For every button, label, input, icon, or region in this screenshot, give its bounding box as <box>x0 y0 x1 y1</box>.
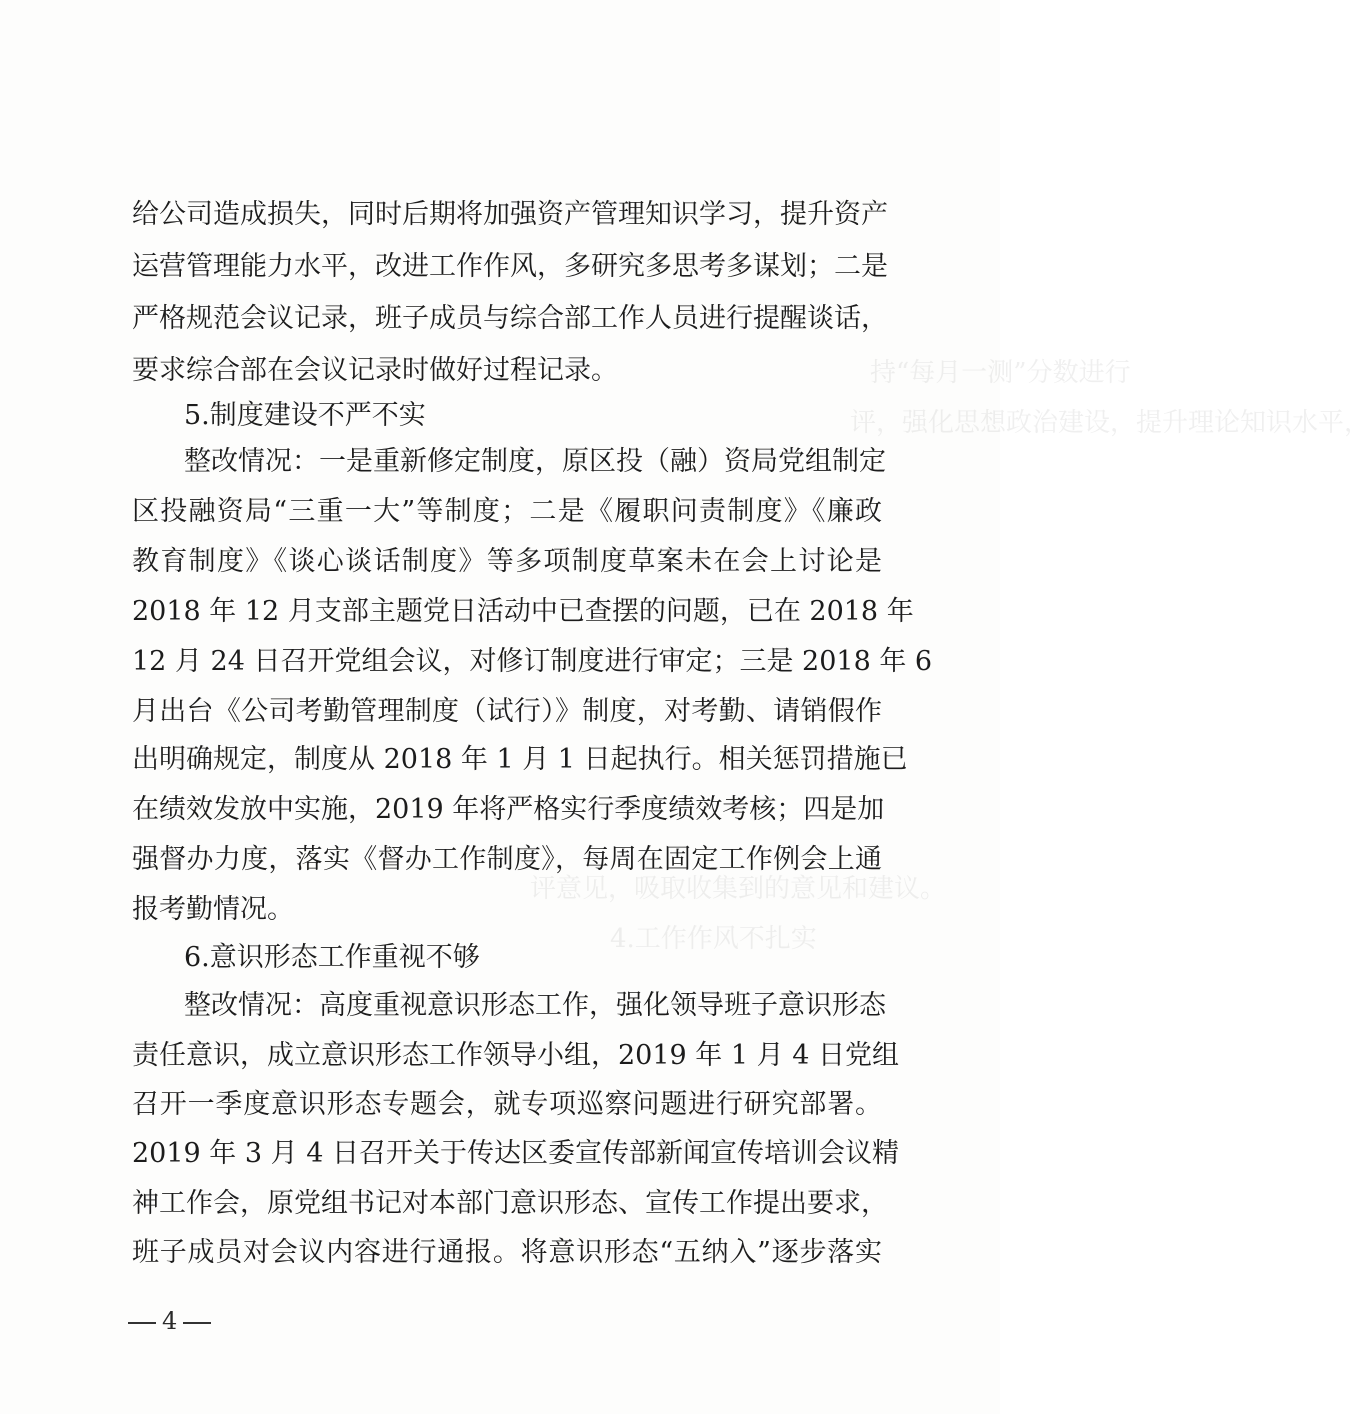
body-text-line: 要求综合部在会议记录时做好过程记录。 <box>132 355 618 386</box>
page-number-value: 4 <box>162 1307 178 1335</box>
body-text-line: 在绩效发放中实施，2019 年将严格实行季度绩效考核；四是加 <box>132 794 885 825</box>
body-text-line: 召开一季度意识形态专题会，就专项巡察问题进行研究部署。 <box>132 1089 882 1120</box>
body-text-line: 教育制度》《谈心谈话制度》等多项制度草案未在会上讨论是 <box>132 546 882 577</box>
bleed-through-text: 持“每月一测”分数进行 <box>870 358 1131 388</box>
body-text-line: 区投融资局“三重一大”等制度；二是《履职问责制度》《廉政 <box>132 496 882 527</box>
body-text-line: 班子成员对会议内容进行通报。将意识形态“五纳入”逐步落实 <box>132 1237 882 1268</box>
bleed-through-text: 评，强化思想政治建设，提升理论知识水平， <box>850 408 1370 438</box>
body-text-line: 报考勤情况。 <box>132 894 294 925</box>
section-heading: 5.制度建设不严不实 <box>184 400 426 431</box>
body-text-line: 整改情况：高度重视意识形态工作，强化领导班子意识形态 <box>184 990 886 1021</box>
body-text-line: 严格规范会议记录，班子成员与综合部工作人员进行提醒谈话， <box>132 303 888 334</box>
body-text-line: 整改情况：一是重新修定制度，原区投（融）资局党组制定 <box>184 446 886 477</box>
body-text-line: 责任意识，成立意识形态工作领导小组，2019 年 1 月 4 日党组 <box>132 1040 899 1071</box>
body-text-line: 运营管理能力水平，改进工作作风，多研究多思考多谋划；二是 <box>132 251 888 282</box>
bleed-through-text: 4.工作作风不扎实 <box>610 924 817 954</box>
body-text-line: 出明确规定，制度从 2018 年 1 月 1 日起执行。相关惩罚措施已 <box>132 744 908 775</box>
bleed-through-text: 评意见，吸取收集到的意见和建议。 <box>530 874 947 904</box>
body-text-line: 神工作会，原党组书记对本部门意识形态、宣传工作提出要求， <box>132 1188 888 1219</box>
body-text-line: 强督办力度，落实《督办工作制度》，每周在固定工作例会上通 <box>132 844 882 875</box>
page-number-dash-left <box>128 1322 156 1324</box>
body-text-line: 2018 年 12 月支部主题党日活动中已查摆的问题，已在 2018 年 <box>132 596 914 627</box>
body-text-line: 2019 年 3 月 4 日召开关于传达区委宣传部新闻宣传培训会议精 <box>132 1138 899 1169</box>
page-number <box>122 1304 217 1338</box>
body-text-line: 给公司造成损失，同时后期将加强资产管理知识学习，提升资产 <box>132 199 888 230</box>
section-heading: 6.意识形态工作重视不够 <box>184 942 480 973</box>
body-text-line: 月出台《公司考勤管理制度（试行）》制度，对考勤、请销假作 <box>132 696 882 727</box>
body-text-line: 12 月 24 日召开党组会议，对修订制度进行审定；三是 2018 年 6 <box>132 646 933 677</box>
page-number-dash-right <box>183 1322 211 1324</box>
